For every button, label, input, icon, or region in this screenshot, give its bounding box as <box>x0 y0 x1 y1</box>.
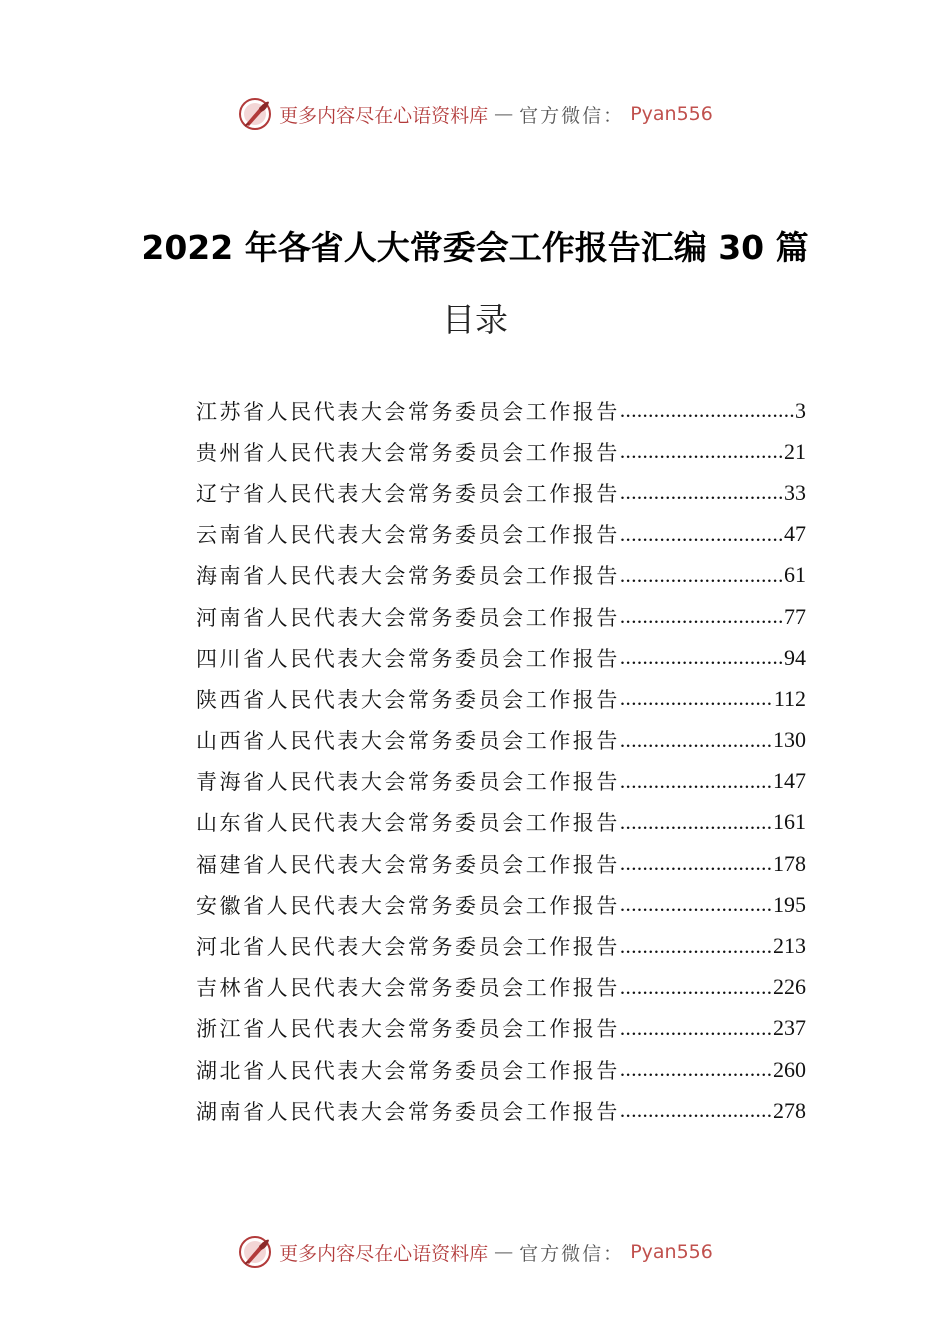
toc-page-number: 33 <box>784 479 806 505</box>
toc-dot-leader <box>620 810 773 835</box>
toc-entry-title: 浙江省人民代表大会常务委员会工作报告 <box>196 1017 620 1042</box>
toc-entry-title: 陕西省人民代表大会常务委员会工作报告 <box>196 687 620 712</box>
banner-wechat-label: 官方微信： <box>519 104 625 127</box>
toc-page-number: 61 <box>784 562 806 588</box>
toc-entry-title: 辽宁省人民代表大会常务委员会工作报告 <box>196 481 620 506</box>
banner-text: 更多内容尽在心语资料库 <box>279 1242 489 1265</box>
toc-entry-title: 四川省人民代表大会常务委员会工作报告 <box>196 646 620 671</box>
banner-wechat-label: 官方微信： <box>519 1242 625 1265</box>
toc-dot-leader <box>620 1057 773 1082</box>
toc-entry[interactable] <box>196 843 806 884</box>
toc-entry-title: 河南省人民代表大会常务委员会工作报告 <box>196 605 620 630</box>
toc-heading: 目录 <box>442 300 508 339</box>
banner-separator: — <box>494 1241 514 1263</box>
toc-entry[interactable] <box>196 514 806 555</box>
toc-dot-leader <box>620 975 773 1000</box>
toc-dot-leader <box>620 1098 773 1123</box>
toc-page-number: 21 <box>784 438 806 464</box>
toc-entry-title: 吉林省人民代表大会常务委员会工作报告 <box>196 976 620 1001</box>
toc-entry[interactable] <box>196 637 806 678</box>
toc-dot-leader <box>620 892 773 917</box>
toc-page-number: 213 <box>773 933 806 959</box>
toc-dot-leader <box>620 398 795 423</box>
toc-dot-leader <box>620 522 784 547</box>
toc-entry[interactable] <box>196 678 806 719</box>
toc-entry-title: 海南省人民代表大会常务委员会工作报告 <box>196 564 620 589</box>
quill-pen-logo-icon <box>237 96 273 132</box>
toc-page-number: 161 <box>773 809 806 835</box>
footer-banner <box>0 1234 950 1270</box>
toc-dot-leader <box>620 439 784 464</box>
toc-entry-title: 贵州省人民代表大会常务委员会工作报告 <box>196 440 620 465</box>
toc-entry[interactable] <box>196 431 806 472</box>
toc-entry-title: 福建省人民代表大会常务委员会工作报告 <box>196 852 620 877</box>
toc-dot-leader <box>620 604 784 629</box>
toc-dot-leader <box>620 934 773 959</box>
toc-entry-title: 青海省人民代表大会常务委员会工作报告 <box>196 770 620 795</box>
toc-page-number: 178 <box>773 850 806 876</box>
toc-entry-title: 河北省人民代表大会常务委员会工作报告 <box>196 935 620 960</box>
toc-page-number: 237 <box>773 1015 806 1041</box>
toc-dot-leader <box>620 480 784 505</box>
toc-page-number: 278 <box>773 1097 806 1123</box>
toc-entry[interactable] <box>196 1049 806 1090</box>
table-of-contents <box>196 390 806 1131</box>
toc-page-number: 47 <box>784 521 806 547</box>
toc-dot-leader <box>620 769 773 794</box>
toc-dot-leader <box>620 1016 773 1041</box>
header-banner <box>0 96 950 132</box>
toc-entry[interactable] <box>196 720 806 761</box>
banner-wechat-id: Pyan556 <box>630 1241 713 1263</box>
toc-page-number: 94 <box>784 644 806 670</box>
toc-page-number: 147 <box>773 768 806 794</box>
toc-dot-leader <box>620 563 784 588</box>
quill-pen-logo-icon <box>237 1234 273 1270</box>
toc-entry[interactable] <box>196 555 806 596</box>
toc-entry-title: 湖北省人民代表大会常务委员会工作报告 <box>196 1058 620 1083</box>
toc-dot-leader <box>620 851 773 876</box>
toc-entry[interactable] <box>196 925 806 966</box>
toc-entry[interactable] <box>196 390 806 431</box>
toc-entry-title: 江苏省人民代表大会常务委员会工作报告 <box>196 399 620 424</box>
toc-entry-title: 山东省人民代表大会常务委员会工作报告 <box>196 811 620 836</box>
document-title: 2022 年各省人大常委会工作报告汇编 30 篇 <box>141 228 809 267</box>
toc-page-number: 260 <box>773 1056 806 1082</box>
toc-page-number: 3 <box>795 397 806 423</box>
toc-entry[interactable] <box>196 761 806 802</box>
toc-page-number: 130 <box>773 727 806 753</box>
banner-text: 更多内容尽在心语资料库 <box>279 104 489 127</box>
toc-entry-title: 湖南省人民代表大会常务委员会工作报告 <box>196 1099 620 1124</box>
toc-entry[interactable] <box>196 472 806 513</box>
toc-entry[interactable] <box>196 596 806 637</box>
toc-entry[interactable] <box>196 802 806 843</box>
toc-dot-leader <box>620 686 774 711</box>
toc-page-number: 77 <box>784 603 806 629</box>
toc-entry[interactable] <box>196 1008 806 1049</box>
toc-dot-leader <box>620 645 784 670</box>
banner-wechat-id: Pyan556 <box>630 103 713 125</box>
toc-entry-title: 安徽省人民代表大会常务委员会工作报告 <box>196 893 620 918</box>
banner-separator: — <box>494 103 514 125</box>
toc-entry[interactable] <box>196 884 806 925</box>
toc-entry-title: 云南省人民代表大会常务委员会工作报告 <box>196 523 620 548</box>
toc-page-number: 195 <box>773 891 806 917</box>
toc-entry[interactable] <box>196 1090 806 1131</box>
toc-dot-leader <box>620 728 773 753</box>
toc-page-number: 226 <box>773 974 806 1000</box>
toc-entry-title: 山西省人民代表大会常务委员会工作报告 <box>196 729 620 754</box>
toc-page-number: 112 <box>773 685 806 711</box>
toc-entry[interactable] <box>196 967 806 1008</box>
